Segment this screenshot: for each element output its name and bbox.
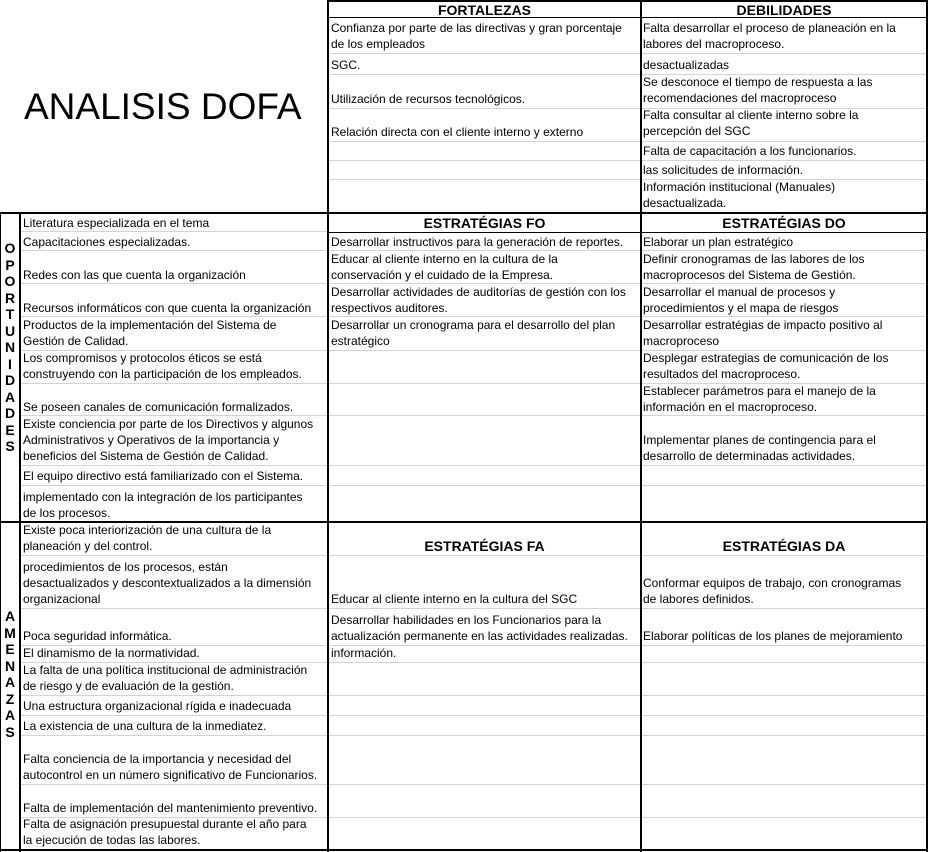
da-line: Elaborar políticas de los planes de mejoramiento (643, 629, 903, 643)
grid-line (21, 283, 328, 284)
grid-line (21, 784, 328, 785)
amenazas-line: Existe poca interiorización de una cultura de la (23, 523, 272, 537)
grid-line (21, 608, 328, 609)
oportunidades-line: Capacitaciones especializadas. (23, 235, 191, 249)
fo-line: estratégico (331, 334, 390, 348)
grid-line (329, 608, 926, 609)
grid-line (329, 645, 926, 646)
fo-line: Desarrollar instructivos para la generación de reportes. (331, 235, 624, 249)
side-letter: T (5, 306, 15, 322)
side-letter: S (5, 438, 15, 454)
grid-line (329, 662, 926, 663)
oportunidades-line: Recursos informáticos con que cuenta la organización (23, 301, 312, 315)
border-row-1 (0, 212, 928, 214)
header-estrategias-do: ESTRATÉGIAS DO (722, 215, 846, 231)
fo-line: Desarrollar actividades de auditorías de gestión con los (331, 285, 626, 299)
oportunidades-line: Redes con las que cuenta la organización (23, 268, 246, 282)
border-fo-header-bottom (328, 232, 928, 233)
do-line: desarrollo de determinadas actividades. (643, 449, 856, 463)
da-line: Conformar equipos de trabajo, con cronogramas (643, 576, 902, 590)
do-line: macroproceso (643, 334, 720, 348)
border-side-inner (19, 212, 21, 852)
grid-line (329, 695, 926, 696)
side-letter: A (4, 608, 16, 624)
amenazas-line: planeación y del control. (23, 539, 153, 553)
side-letter: N (4, 657, 16, 674)
border-col-mid (640, 0, 642, 852)
border-col-left (327, 0, 329, 852)
header-debilidades: DEBILIDADES (736, 2, 832, 18)
side-letter: O (4, 273, 16, 289)
debilidades-line: desactualizada. (643, 196, 727, 210)
oportunidades-line: Existe conciencia por parte de los Directivos y algunos (23, 417, 314, 431)
oportunidades-line: Literatura especializada en el tema (23, 216, 210, 230)
do-line: Desarrollar el manual de procesos y (643, 285, 836, 299)
oportunidades-line: construyendo con la participación de los empleados. (23, 367, 302, 381)
grid-line (329, 53, 926, 54)
amenazas-line: la ejecución de todas las labores. (23, 833, 201, 847)
side-letter: D (4, 372, 16, 388)
fortalezas-line: Confianza por parte de las directivas y gran porcentaje (331, 21, 622, 35)
amenazas-line: de riesgo y de evaluación de la gestión. (23, 679, 234, 693)
fa-line: Educar al cliente interno en la cultura del SGC (331, 592, 578, 606)
oportunidades-line: implementado con la integración de los participantes (23, 490, 303, 504)
grid-line (21, 555, 328, 556)
do-line: Desplegar estrategias de comunicación de los (643, 351, 889, 365)
amenazas-line: La existencia de una cultura de la inmediatez. (23, 719, 267, 733)
do-line: información en el macroproceso. (643, 400, 818, 414)
grid-line (329, 485, 926, 486)
side-letter: E (5, 421, 15, 438)
amenazas-line: organizacional (23, 592, 101, 606)
oportunidades-line: Los compromisos y protocolos éticos se está (23, 351, 262, 365)
amenazas-line: Falta de implementación del mantenimiento preventivo. (23, 801, 318, 815)
amenazas-line: La falta de una política institucional de administración (23, 663, 308, 677)
do-line: Desarrollar estratégias de impacto positivo al (643, 318, 883, 332)
side-label-amenazas (2, 608, 18, 740)
side-letter: O (4, 240, 16, 256)
debilidades-line: percepción del SGC (643, 124, 751, 138)
grid-line (21, 695, 328, 696)
oportunidades-line: Gestión de Calidad. (23, 334, 129, 348)
oportunidades-line: Productos de la implementación del Sistema de (23, 318, 277, 332)
oportunidades-line: Administrativos y Operativos de la importancia y (23, 433, 280, 447)
side-letter: U (4, 322, 16, 339)
side-letter: D (4, 405, 16, 421)
fo-line: Educar al cliente interno en la cultura de la (331, 252, 558, 266)
side-letter: N (4, 339, 16, 355)
side-letter: I (8, 355, 12, 372)
amenazas-line: El dinamismo de la normatividad. (23, 646, 200, 660)
amenazas-line: procedimientos de los procesos, están (23, 560, 228, 574)
amenazas-line: Falta conciencia de la importancia y necesidad del (23, 752, 292, 766)
grid-line (21, 485, 328, 486)
oportunidades-line: de los procesos. (23, 506, 111, 520)
grid-line (329, 160, 926, 161)
grid-line (21, 735, 328, 736)
debilidades-line: Falta de capacitación a los funcionarios. (643, 144, 857, 158)
side-letter: S (5, 723, 15, 740)
grid-line (329, 141, 926, 142)
grid-line (329, 555, 926, 556)
fa-line: Desarrollar habilidades en los Funcionarios para la (331, 613, 602, 627)
amenazas-line: Una estructura organizacional rígida e inadecuada (23, 699, 292, 713)
oportunidades-line: El equipo directivo está familiarizado con el Sistema. (23, 469, 304, 483)
page-title: ANALISIS DOFA (24, 86, 302, 127)
do-line: procedimientos y el mapa de riesgos (643, 301, 839, 315)
fa-line: información. (331, 646, 397, 660)
do-line: resultados del macroproceso. (643, 367, 801, 381)
fortalezas-line: Relación directa con el cliente interno y externo (331, 125, 584, 139)
grid-line (21, 250, 328, 251)
header-estrategias-fo: ESTRATÉGIAS FO (423, 215, 546, 231)
side-letter: Z (5, 690, 15, 707)
grid-line (329, 784, 926, 785)
side-letter: A (4, 388, 16, 405)
do-line: Definir cronogramas de las labores de los (643, 252, 865, 266)
header-estrategias-da: ESTRATÉGIAS DA (722, 538, 846, 554)
fortalezas-line: SGC. (331, 58, 361, 72)
grid-line (21, 383, 328, 384)
amenazas-line: Falta de asignación presupuestal durante el año para (23, 817, 307, 831)
grid-line (21, 465, 328, 466)
do-line: Implementar planes de contingencia para el (643, 433, 876, 447)
fortalezas-line: Utilización de recursos tecnológicos. (331, 92, 526, 106)
side-letter: R (4, 289, 16, 306)
debilidades-line: labores del macroproceso. (643, 37, 785, 51)
oportunidades-line: beneficios del Sistema de Gestión de Calidad. (23, 449, 269, 463)
grid-line (21, 231, 328, 232)
fo-line: conservación y el cuidado de la Empresa. (331, 268, 554, 282)
debilidades-line: recomendaciones del macroproceso (643, 91, 837, 105)
debilidades-line: las solicitudes de información. (643, 163, 804, 177)
side-letter: P (5, 256, 15, 273)
side-label-oportunidades (2, 240, 18, 455)
do-line: Establecer parámetros para el manejo de la (643, 384, 876, 398)
oportunidades-line: Se poseen canales de comunicación formalizados. (23, 400, 294, 414)
header-fortalezas: FORTALEZAS (437, 2, 532, 18)
amenazas-line: desactualizados y descontextualizados a la dimensión (23, 576, 312, 590)
fo-line: respectivos auditores. (331, 301, 448, 315)
grid-line (329, 817, 926, 818)
side-letter: A (4, 674, 16, 690)
debilidades-line: Falta consultar al cliente interno sobre la (643, 108, 859, 122)
do-line: Elaborar un plan estratégico (643, 235, 794, 249)
side-letter: A (4, 707, 16, 723)
grid-line (329, 735, 926, 736)
grid-line (329, 465, 926, 466)
debilidades-line: Falta desarrollar el proceso de planeación en la (643, 21, 896, 35)
side-letter: M (4, 624, 16, 641)
border-side-left (0, 212, 1, 852)
side-letter: E (5, 641, 15, 657)
fo-line: Desarrollar un cronograma para el desarrollo del plan (331, 318, 616, 332)
amenazas-line: autocontrol en un número significativo de Funcionarios. (23, 768, 318, 782)
debilidades-line: desactualizadas (643, 58, 730, 72)
do-line: macroprocesos del Sistema de Gestión. (643, 268, 856, 282)
grid-line (329, 179, 926, 180)
debilidades-line: Información institucional (Manuales) (643, 180, 836, 194)
grid-line (329, 415, 926, 416)
grid-line (329, 715, 926, 716)
header-estrategias-fa: ESTRATÉGIAS FA (424, 538, 545, 554)
grid-line (21, 715, 328, 716)
amenazas-line: Poca seguridad informática. (23, 629, 172, 643)
debilidades-line: Se desconoce el tiempo de respuesta a las (643, 75, 873, 89)
border-bottom (0, 849, 928, 851)
fa-line: actualización permanente en las actividades realizadas. (331, 629, 628, 643)
da-line: de labores definidos. (643, 592, 754, 606)
fortalezas-line: de los empleados (331, 37, 426, 51)
